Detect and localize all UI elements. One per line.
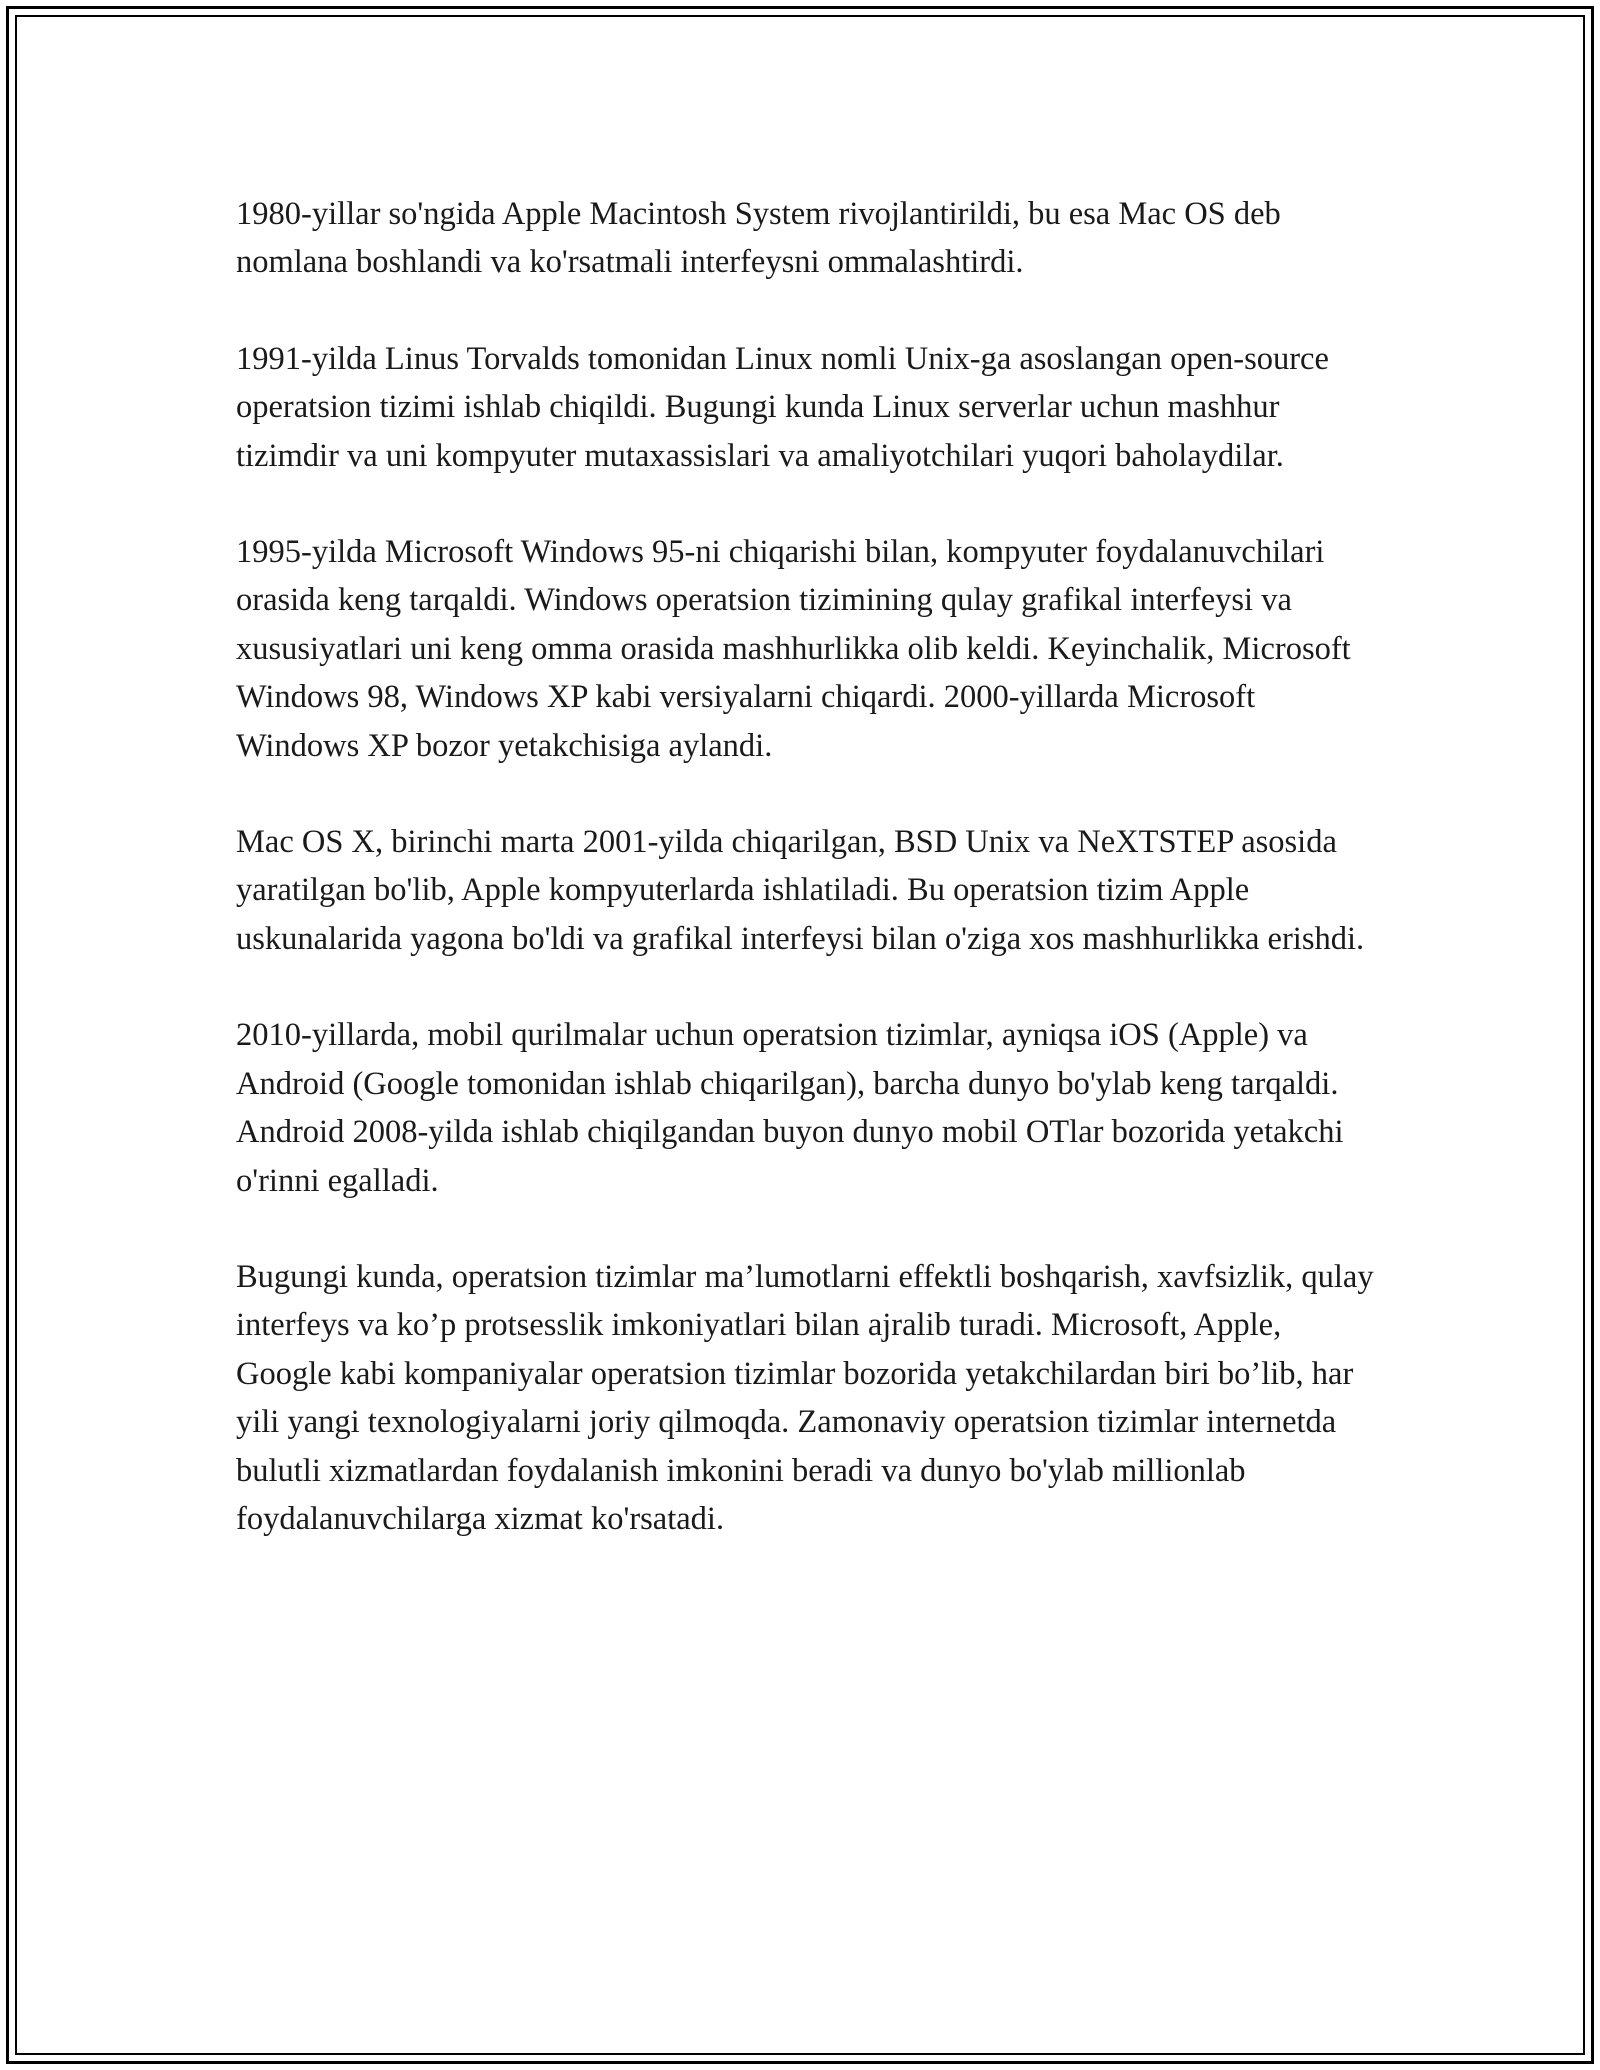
document-body <box>236 190 1376 1591</box>
paragraph-mac-os-x: Mac OS X, birinchi marta 2001-yilda chiqarilgan, BSD Unix va NeXTSTEP asosida yaratilgan bo'lib, Apple kompyuterlarda ishlatiladi. Bu operatsion tizim Apple uskunalarida yagona bo'ldi va grafikal interfeysi bilan o'ziga xos mashhurlikka erishdi. <box>236 824 1365 957</box>
paragraph-1980s-mac-os: 1980-yillar so'ngida Apple Macintosh System rivojlantirildi, bu esa Mac OS deb nomlana boshlandi va ko'rsatmali interfeysni ommalashtirdi. <box>236 196 1281 281</box>
paragraph-1995-windows: 1995-yilda Microsoft Windows 95-ni chiqarishi bilan, kompyuter foydalanuvchilari orasida keng tarqaldi. Windows operatsion tizimining qulay grafikal interfeysi va xususiyatlari uni keng omma orasida mashhurlikka olib keldi. Keyinchalik, Microsoft Windows 98, Windows XP kabi versiyalarni chiqardi. 2000-yillarda Microsoft Windows XP bozor yetakchisiga aylandi. <box>236 534 1351 764</box>
paragraph-1991-linux: 1991-yilda Linus Torvalds tomonidan Linux nomli Unix-ga asoslangan open-source operatsion tizimi ishlab chiqildi. Bugungi kunda Linux serverlar uchun mashhur tizimdir va uni kompyuter mutaxassislari va amaliyotchilari yuqori baholaydilar. <box>236 340 1329 474</box>
paragraph-2010s-mobile: 2010-yillarda, mobil qurilmalar uchun operatsion tizimlar, ayniqsa iOS (Apple) va Android (Google tomonidan ishlab chiqarilgan), barcha dunyo bo'ylab keng tarqaldi. Android 2008-yilda ishlab chiqilgandan buyon dunyo mobil OTlar bozorida yetakchi o'rinni egalladi. <box>236 1017 1344 1199</box>
paragraph-modern-os: Bugungi kunda, operatsion tizimlar ma’lumotlarni effektli boshqarish, xavfsizlik, qulay interfeys va ko’p protsesslik imkoniyatlari bilan ajralib turadi. Microsoft, Apple, Google kabi kompaniyalar operatsion tizimlar bozorida yetakchilardan biri bo’lib, har yili yangi texnologiyalarni joriy qilmoqda. Zamonaviy operatsion tizimlar internetda bulutli xizmatlardan foydalanish imkonini beradi va dunyo bo'ylab millionlab foydalanuvchilarga xizmat ko'rsatadi. <box>236 1258 1374 1537</box>
